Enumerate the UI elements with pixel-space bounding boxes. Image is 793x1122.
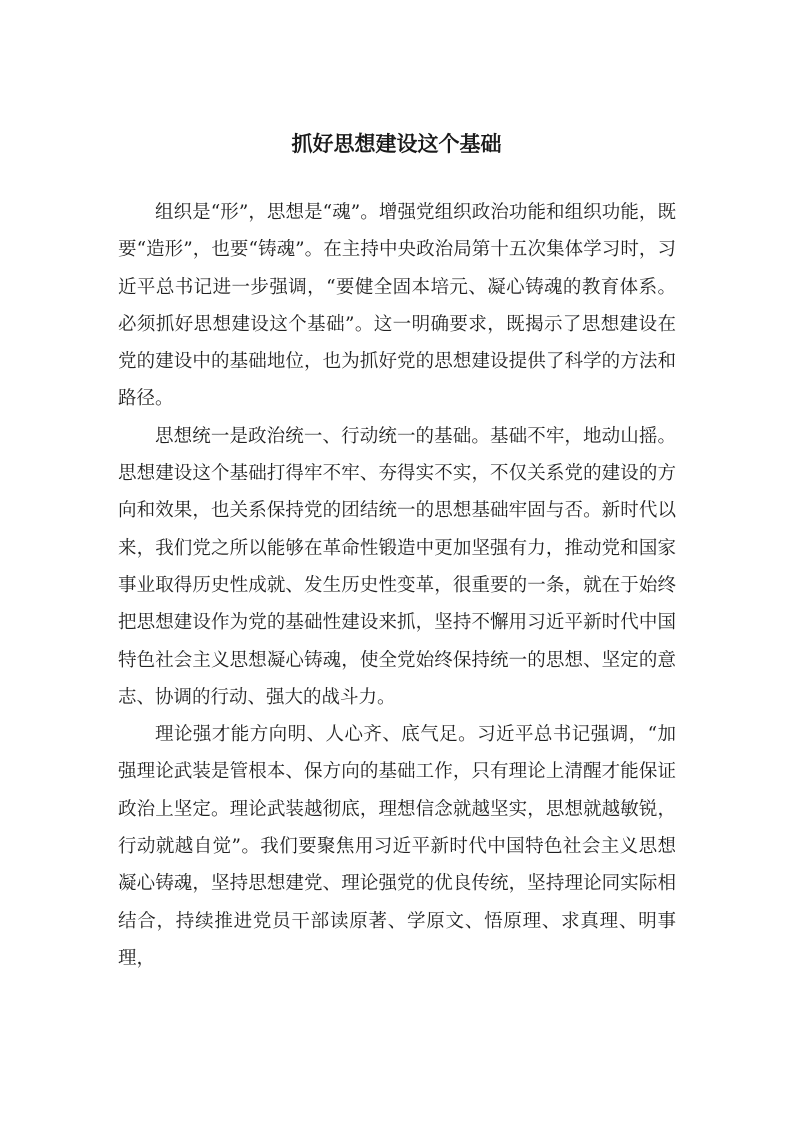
paragraph-1: 组织是“形”，思想是“魂”。增强党组织政治功能和组织功能，既要“造形”，也要“铸魂”。在主持中央政治局第十五次集体学习时，习近平总书记进一步强调，“要健全固本培元、凝心铸魂的教育体系。必须抓好思想建设这个基础”。这一明确要求，既揭示了思想建设在党的建设中的基础地位，也为抓好党的思想建设提供了科学的方法和路径。: [118, 202, 676, 410]
paragraph-2: 思想统一是政治统一、行动统一的基础。基础不牢，地动山摇。思想建设这个基础打得牢不牢、夯得实不实，不仅关系党的建设的方向和效果，也关系保持党的团结统一的思想基础牢固与否。新时代以来，我们党之所以能够在革命性锻造中更加坚强有力，推动党和国家事业取得历史性成就、发生历史性变革，很重要的一条，就在于始终把思想建设作为党的基础性建设来抓，坚持不懈用习近平新时代中国特色社会主义思想凝心铸魂，使全党始终保持统一的思想、坚定的意志、协调的行动、强大的战斗力。: [118, 425, 676, 708]
document-title: 抓好思想建设这个基础: [291, 132, 502, 156]
document-body: [118, 194, 676, 977]
paragraph-3: 理论强才能方向明、人心齐、底气足。习近平总书记强调，“加强理论武装是管根本、保方向的基础工作，只有理论上清醒才能保证政治上坚定。理论武装越彻底，理想信念就越坚实，思想就越敏锐，行动就越自觉”。我们要聚焦用习近平新时代中国特色社会主义思想凝心铸魂，坚持思想建党、理论强党的优良传统，坚持理论同实际相结合，持续推进党员干部读原著、学原文、悟原理、求真理、明事理，: [118, 724, 676, 969]
